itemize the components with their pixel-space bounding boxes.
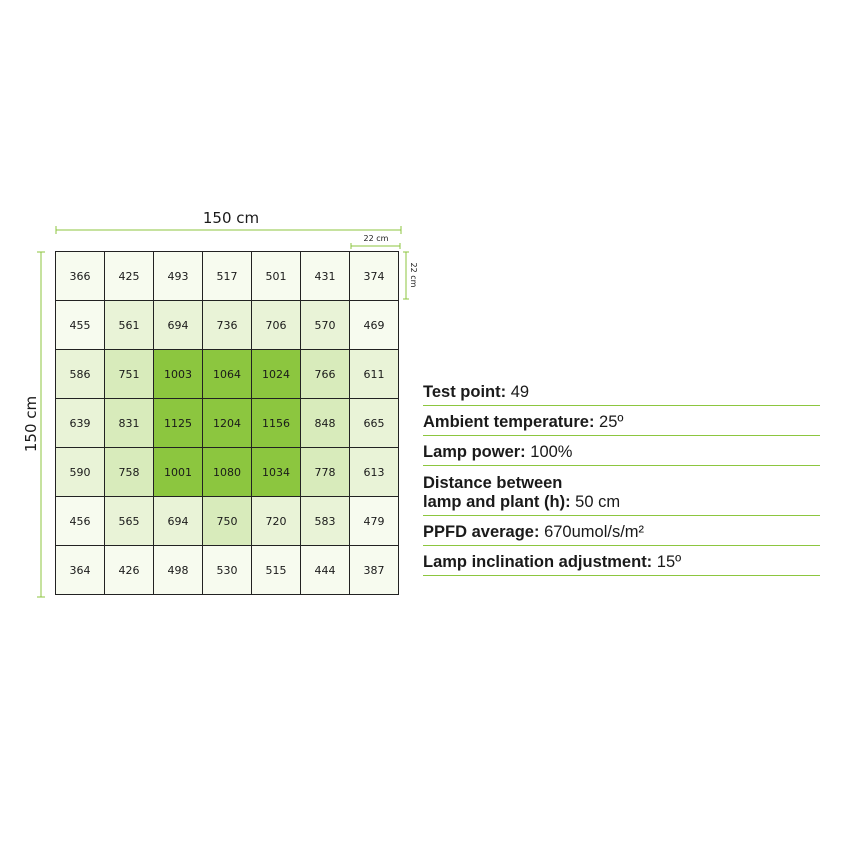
width-label: 150 cm <box>202 209 260 227</box>
test-point-label: Test point: <box>423 383 507 401</box>
test-point-value: 49 <box>510 383 530 401</box>
heatmap-cell: 493 <box>154 252 203 301</box>
test-point-row <box>423 376 820 406</box>
ppfd-average-label: PPFD average: <box>423 523 540 541</box>
width-dimension-line <box>56 226 401 234</box>
lamp-power-label: Lamp power: <box>423 443 526 461</box>
heatmap-cell: 1064 <box>203 350 252 399</box>
heatmap-cell: 1034 <box>252 448 301 497</box>
distance-label-line1: Distance between <box>423 474 563 492</box>
cell-height-dimension-line <box>403 252 409 299</box>
heatmap-cell: 590 <box>56 448 105 497</box>
heatmap-cell: 611 <box>350 350 399 399</box>
heatmap-cell: 766 <box>301 350 350 399</box>
height-label: 150 cm <box>22 395 40 453</box>
heatmap-cell: 848 <box>301 399 350 448</box>
distance-row <box>423 466 820 516</box>
lamp-inclination-value: 15º <box>656 553 682 571</box>
heatmap-cell: 501 <box>252 252 301 301</box>
heatmap-cell: 750 <box>203 497 252 546</box>
ambient-temperature-row <box>423 406 820 436</box>
heatmap-cell: 694 <box>154 497 203 546</box>
heatmap-cell: 374 <box>350 252 399 301</box>
heatmap-cell: 366 <box>56 252 105 301</box>
test-info-panel <box>423 376 820 576</box>
lamp-power-row <box>423 436 820 466</box>
heatmap-cell: 469 <box>350 301 399 350</box>
heatmap-cell: 570 <box>301 301 350 350</box>
heatmap-cell: 583 <box>301 497 350 546</box>
heatmap-cell: 720 <box>252 497 301 546</box>
heatmap-cell: 1080 <box>203 448 252 497</box>
heatmap-cell: 530 <box>203 546 252 595</box>
heatmap-cell: 425 <box>105 252 154 301</box>
ppfd-average-value: 670umol/s/m² <box>544 523 645 541</box>
heatmap-cell: 1204 <box>203 399 252 448</box>
heatmap-cell: 479 <box>350 497 399 546</box>
heatmap-cell: 1156 <box>252 399 301 448</box>
heatmap-cell: 426 <box>105 546 154 595</box>
heatmap-cell: 515 <box>252 546 301 595</box>
distance-value: 50 cm <box>575 493 621 511</box>
heatmap-cell: 1024 <box>252 350 301 399</box>
heatmap-cell: 586 <box>56 350 105 399</box>
ambient-temperature-label: Ambient temperature: <box>423 413 595 431</box>
heatmap-cell: 694 <box>154 301 203 350</box>
heatmap-cell: 831 <box>105 399 154 448</box>
heatmap-cell: 706 <box>252 301 301 350</box>
heatmap-cell: 639 <box>56 399 105 448</box>
heatmap-cell: 387 <box>350 546 399 595</box>
ppfd-average-row <box>423 516 820 546</box>
heatmap-cell: 751 <box>105 350 154 399</box>
heatmap-cell: 456 <box>56 497 105 546</box>
heatmap-cell: 364 <box>56 546 105 595</box>
heatmap-cell: 613 <box>350 448 399 497</box>
heatmap-cell: 736 <box>203 301 252 350</box>
ambient-temperature-value: 25º <box>599 413 624 431</box>
cell-height-label: 22 cm <box>409 262 418 288</box>
heatmap-cell: 444 <box>301 546 350 595</box>
lamp-power-value: 100% <box>530 443 573 461</box>
heatmap-cell: 498 <box>154 546 203 595</box>
lamp-inclination-label: Lamp inclination adjustment: <box>423 553 653 571</box>
heatmap-cell: 455 <box>56 301 105 350</box>
heatmap-cell: 517 <box>203 252 252 301</box>
heatmap-cell: 758 <box>105 448 154 497</box>
heatmap-cell: 561 <box>105 301 154 350</box>
distance-label-line2: lamp and plant (h): <box>423 493 571 511</box>
cell-width-label: 22 cm <box>363 234 389 243</box>
heatmap-cell: 1125 <box>154 399 203 448</box>
ppfd-grid <box>55 251 399 595</box>
heatmap-cell: 1003 <box>154 350 203 399</box>
heatmap-cell: 431 <box>301 252 350 301</box>
lamp-inclination-row <box>423 546 820 576</box>
cell-width-dimension-line <box>351 243 400 249</box>
heatmap-cell: 1001 <box>154 448 203 497</box>
heatmap-cell: 778 <box>301 448 350 497</box>
heatmap-cell: 665 <box>350 399 399 448</box>
heatmap-cell: 565 <box>105 497 154 546</box>
